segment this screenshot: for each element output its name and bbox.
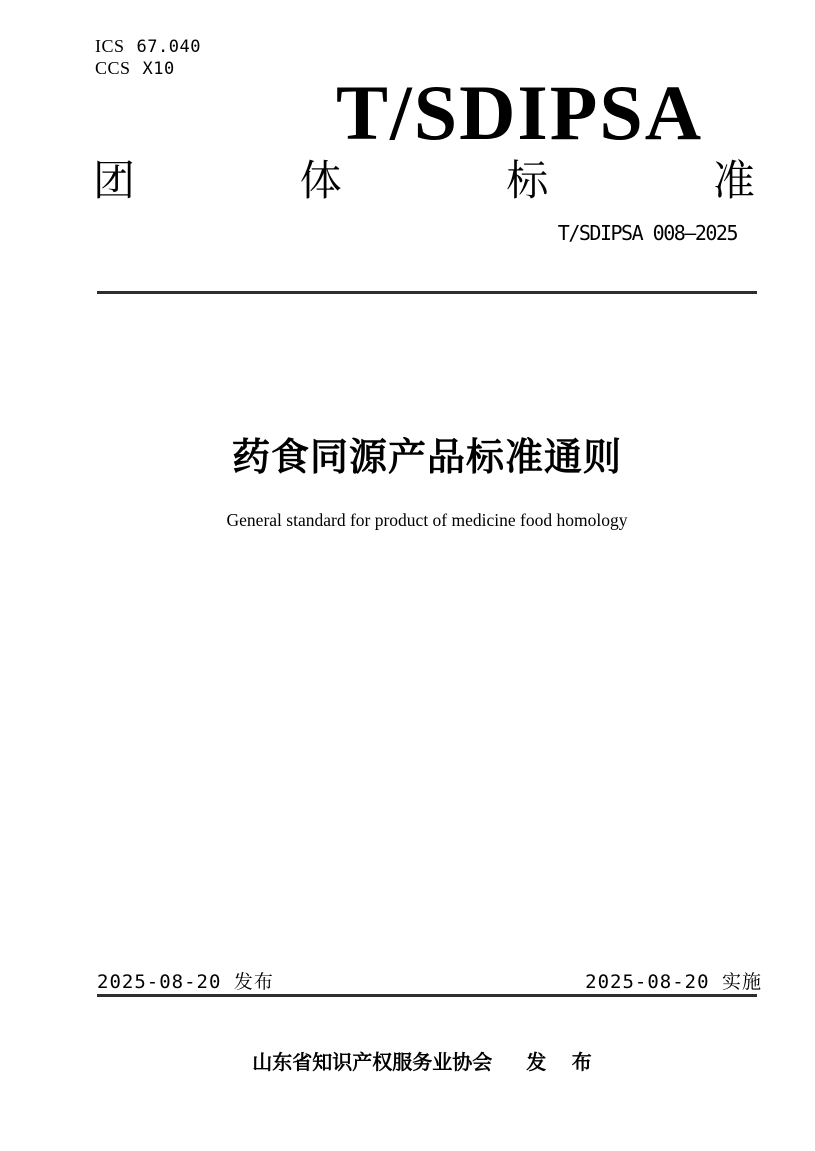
implementation-date: 2025-08-20 实施	[585, 971, 762, 993]
standard-type-char: 团	[93, 157, 136, 204]
publish-label: 发 布	[526, 1052, 602, 1074]
ics-label: ICS	[95, 36, 125, 56]
standard-type-char: 准	[712, 157, 755, 204]
header-rule	[97, 291, 757, 294]
standard-type-row	[93, 157, 755, 204]
dates-row	[97, 967, 762, 994]
document-title-en: General standard for product of medicine food homology	[226, 510, 628, 530]
standard-type-char: 标	[506, 157, 549, 204]
ics-code-line	[95, 36, 201, 56]
ics-value: 67.040	[136, 37, 201, 57]
footer-rule	[97, 994, 757, 997]
publisher-org: 山东省知识产权服务业协会	[252, 1052, 493, 1074]
issue-date: 2025-08-20 发布	[97, 971, 274, 993]
document-title-zh: 药食同源产品标准通则	[231, 437, 622, 479]
ccs-value: X10	[142, 59, 175, 79]
org-code-logotype: T/SDIPSA	[336, 69, 704, 156]
ccs-label: CCS	[95, 58, 131, 78]
standard-number: T/SDIPSA 008—2025	[557, 221, 737, 245]
publisher-row	[97, 1046, 757, 1075]
standard-type-char: 体	[299, 157, 342, 204]
ccs-code-line	[95, 58, 175, 78]
